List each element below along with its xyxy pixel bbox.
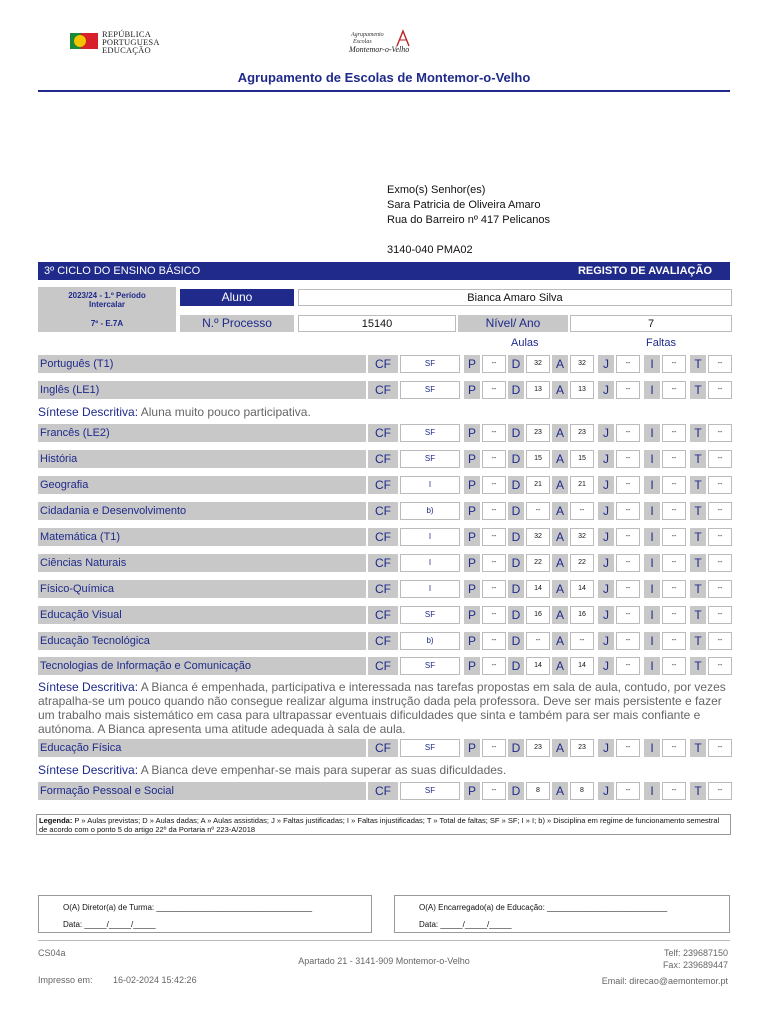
t-label: T [690, 632, 706, 650]
d-value: 23 [526, 424, 550, 442]
a-value: 13 [570, 381, 594, 399]
a-value: 23 [570, 739, 594, 757]
a-value: 22 [570, 554, 594, 572]
cf-label: CF [368, 528, 398, 546]
j-value: -- [616, 355, 640, 373]
p-value: -- [482, 606, 506, 624]
t-label: T [690, 657, 706, 675]
a-label: A [552, 632, 568, 650]
d-label: D [508, 450, 524, 468]
d-label: D [508, 632, 524, 650]
p-value: -- [482, 476, 506, 494]
recipient-street: Rua do Barreiro nº 417 Pelicanos [387, 214, 551, 226]
recipient-postal: 3140-040 PMA02 [387, 244, 473, 256]
a-label: A [552, 355, 568, 373]
t-label: T [690, 782, 706, 800]
p-label: P [464, 580, 480, 598]
t-value: -- [708, 632, 732, 650]
p-value: -- [482, 739, 506, 757]
j-value: -- [616, 502, 640, 520]
subject-name: Educação Visual [38, 606, 366, 624]
i-label: I [644, 554, 660, 572]
school-logo-line-3: Montemor-o-Velho [349, 45, 410, 54]
j-label: J [598, 502, 614, 520]
d-value: 14 [526, 580, 550, 598]
i-label: I [644, 355, 660, 373]
subject-name: Físico-Química [38, 580, 366, 598]
sintese-label: Síntese Descritiva: [38, 680, 139, 694]
school-title: Agrupamento de Escolas de Montemor-o-Velho [237, 70, 531, 85]
j-value: -- [616, 424, 640, 442]
d-label: D [508, 580, 524, 598]
i-value: -- [662, 632, 686, 650]
d-value: 21 [526, 476, 550, 494]
i-value: -- [662, 502, 686, 520]
a-label: A [552, 528, 568, 546]
j-value: -- [616, 739, 640, 757]
cf-label: CF [368, 782, 398, 800]
i-value: -- [662, 606, 686, 624]
portugal-flag-icon [70, 33, 98, 49]
t-value: -- [708, 424, 732, 442]
cf-label: CF [368, 476, 398, 494]
i-value: -- [662, 782, 686, 800]
p-value: -- [482, 554, 506, 572]
p-value: -- [482, 381, 506, 399]
i-label: I [644, 502, 660, 520]
j-label: J [598, 528, 614, 546]
aluno-value: Bianca Amaro Silva [298, 289, 732, 306]
cf-label: CF [368, 632, 398, 650]
a-label: A [552, 739, 568, 757]
i-label: I [644, 782, 660, 800]
j-value: -- [616, 476, 640, 494]
cf-value: SF [400, 450, 460, 468]
sintese-ed-fisica [38, 763, 732, 777]
cf-label: CF [368, 554, 398, 572]
p-label: P [464, 424, 480, 442]
cf-label: CF [368, 606, 398, 624]
t-value: -- [708, 554, 732, 572]
t-label: T [690, 580, 706, 598]
d-value: 32 [526, 355, 550, 373]
j-value: -- [616, 528, 640, 546]
a-label: A [552, 657, 568, 675]
p-label: P [464, 355, 480, 373]
t-value: -- [708, 528, 732, 546]
t-value: -- [708, 580, 732, 598]
i-label: I [644, 450, 660, 468]
rp-line-2: PORTUGUESA [102, 37, 160, 47]
period-box [38, 287, 176, 332]
t-value: -- [708, 739, 732, 757]
d-label: D [508, 528, 524, 546]
i-label: I [644, 657, 660, 675]
republica-portuguesa-logo [70, 30, 180, 56]
a-value: 23 [570, 424, 594, 442]
p-value: -- [482, 528, 506, 546]
legend [36, 814, 731, 835]
a-label: A [552, 476, 568, 494]
d-value: 22 [526, 554, 550, 572]
t-label: T [690, 355, 706, 373]
t-label: T [690, 528, 706, 546]
cf-label: CF [368, 381, 398, 399]
p-label: P [464, 739, 480, 757]
p-value: -- [482, 580, 506, 598]
i-value: -- [662, 580, 686, 598]
a-value: 32 [570, 528, 594, 546]
j-value: -- [616, 580, 640, 598]
subject-name: Inglês (LE1) [38, 381, 366, 399]
p-label: P [464, 528, 480, 546]
cf-label: CF [368, 502, 398, 520]
t-value: -- [708, 782, 732, 800]
d-label: D [508, 502, 524, 520]
j-value: -- [616, 606, 640, 624]
i-value: -- [662, 554, 686, 572]
aulas-header: Aulas [511, 337, 539, 349]
a-label: A [552, 381, 568, 399]
d-label: D [508, 657, 524, 675]
p-label: P [464, 381, 480, 399]
d-label: D [508, 355, 524, 373]
rp-line-3: EDUCAÇÃO [102, 45, 151, 55]
a-label: A [552, 424, 568, 442]
faltas-header: Faltas [646, 337, 676, 349]
j-value: -- [616, 657, 640, 675]
subject-name: Francês (LE2) [38, 424, 366, 442]
i-value: -- [662, 424, 686, 442]
a-value: -- [570, 502, 594, 520]
form-code: CS04a [38, 948, 66, 958]
a-label: A [552, 782, 568, 800]
i-value: -- [662, 657, 686, 675]
t-value: -- [708, 606, 732, 624]
a-label: A [552, 502, 568, 520]
recipient-address [387, 183, 550, 258]
t-value: -- [708, 657, 732, 675]
cf-value: SF [400, 739, 460, 757]
d-label: D [508, 476, 524, 494]
sintese-tic-text: A Bianca é empenhada, participativa e interessada nas tarefas propostas em sala de aula, contudo, por vezes atrapalha-se um pouco quando não consegue realizar alguma instrução dada pela professora. Deve ser mais persistente e fazer um trabalho mais sistemático em casa para ultrapassar eventuais dificuldades que sinta e também para ser mais confiante e autónoma. A Bianca apresenta uma atitude adequada à sala de aula. [38, 680, 726, 736]
subject-name: Formação Pessoal e Social [38, 782, 366, 800]
printed-value: 16-02-2024 15:42:26 [113, 975, 197, 985]
j-label: J [598, 580, 614, 598]
i-value: -- [662, 355, 686, 373]
p-label: P [464, 450, 480, 468]
j-value: -- [616, 381, 640, 399]
diretor-signature-line: O(A) Diretor(a) de Turma: ___________________________________ [63, 903, 313, 912]
printed-label: Impresso em: [38, 975, 93, 985]
footer-divider [38, 940, 730, 941]
legend-text: P » Aulas previstas; D » Aulas dadas; A » Aulas assistidas; J » Faltas justificadas; I » Faltas injustificadas; T » Total de faltas; SF » SF; I » I; b) » Disciplina em regime de funcionamento semestral de acordo com o ponto 5 do artigo 22º da Portaria nº 223-A/2018 [39, 816, 720, 834]
d-value: -- [526, 632, 550, 650]
d-value: 8 [526, 782, 550, 800]
i-label: I [644, 739, 660, 757]
sintese-ed-fisica-text: A Bianca deve empenhar-se mais para superar as suas dificuldades. [140, 763, 507, 777]
i-value: -- [662, 450, 686, 468]
t-value: -- [708, 381, 732, 399]
rp-line-1: REPÚBLICA [102, 29, 152, 39]
i-label: I [644, 606, 660, 624]
a-value: 8 [570, 782, 594, 800]
t-label: T [690, 450, 706, 468]
cf-value: I [400, 528, 460, 546]
i-value: -- [662, 476, 686, 494]
school-logo-line-2: Escolas [353, 39, 372, 45]
footer-email: Email: direcao@aemontemor.pt [601, 976, 728, 986]
cf-label: CF [368, 355, 398, 373]
encarregado-signature-line: O(A) Encarregado(a) de Educação: ___________________________ [419, 903, 668, 912]
j-label: J [598, 606, 614, 624]
cycle-label: 3º CICLO DO ENSINO BÁSICO [44, 265, 201, 277]
p-value: -- [482, 502, 506, 520]
period-line-1: 2023/24 - 1.º Período [68, 291, 146, 300]
t-label: T [690, 606, 706, 624]
a-label: A [552, 450, 568, 468]
sintese-tic [38, 680, 732, 736]
aluno-label: Aluno [180, 289, 294, 306]
j-label: J [598, 632, 614, 650]
j-label: J [598, 782, 614, 800]
j-label: J [598, 554, 614, 572]
d-value: 23 [526, 739, 550, 757]
cf-value: SF [400, 782, 460, 800]
d-label: D [508, 606, 524, 624]
p-value: -- [482, 450, 506, 468]
t-label: T [690, 476, 706, 494]
cf-value: b) [400, 502, 460, 520]
j-value: -- [616, 632, 640, 650]
sintese-ingles [38, 405, 732, 419]
t-value: -- [708, 502, 732, 520]
j-value: -- [616, 450, 640, 468]
cf-value: SF [400, 355, 460, 373]
t-label: T [690, 554, 706, 572]
d-label: D [508, 739, 524, 757]
footer-address: Apartado 21 - 3141-909 Montemor-o-Velho [298, 956, 470, 966]
a-value: 16 [570, 606, 594, 624]
d-label: D [508, 554, 524, 572]
j-label: J [598, 381, 614, 399]
a-value: 21 [570, 476, 594, 494]
cf-label: CF [368, 450, 398, 468]
i-label: I [644, 476, 660, 494]
a-label: A [552, 606, 568, 624]
t-label: T [690, 381, 706, 399]
i-value: -- [662, 381, 686, 399]
cf-value: I [400, 554, 460, 572]
i-value: -- [662, 739, 686, 757]
j-label: J [598, 476, 614, 494]
i-value: -- [662, 528, 686, 546]
p-label: P [464, 502, 480, 520]
school-logo [345, 28, 425, 56]
title-divider [38, 90, 730, 92]
encarregado-signature-box [394, 895, 730, 933]
p-value: -- [482, 782, 506, 800]
nivel-value: 7 [570, 315, 732, 332]
j-label: J [598, 450, 614, 468]
subject-name: Ciências Naturais [38, 554, 366, 572]
t-label: T [690, 424, 706, 442]
period-line-2: Intercalar [88, 300, 126, 309]
j-value: -- [616, 554, 640, 572]
d-value: -- [526, 502, 550, 520]
i-label: I [644, 528, 660, 546]
legend-label: Legenda: [39, 816, 73, 825]
recipient-name: Sara Patricia de Oliveira Amaro [387, 199, 541, 211]
salutation: Exmo(s) Senhor(es) [387, 184, 486, 196]
d-label: D [508, 424, 524, 442]
p-value: -- [482, 355, 506, 373]
t-value: -- [708, 476, 732, 494]
section-bar [38, 262, 730, 280]
cf-value: SF [400, 381, 460, 399]
t-label: T [690, 739, 706, 757]
p-value: -- [482, 424, 506, 442]
a-value: 14 [570, 657, 594, 675]
cf-value: b) [400, 632, 460, 650]
i-label: I [644, 424, 660, 442]
cf-label: CF [368, 424, 398, 442]
d-value: 32 [526, 528, 550, 546]
a-label: A [552, 554, 568, 572]
sintese-ingles-text: Aluna muito pouco participativa. [140, 405, 311, 419]
sintese-label: Síntese Descritiva: [38, 405, 139, 419]
p-label: P [464, 554, 480, 572]
a-label: A [552, 580, 568, 598]
subject-name: História [38, 450, 366, 468]
subject-name: Educação Tecnológica [38, 632, 366, 650]
subject-name: Geografia [38, 476, 366, 494]
subject-name: Matemática (T1) [38, 528, 366, 546]
p-value: -- [482, 632, 506, 650]
a-value: 32 [570, 355, 594, 373]
processo-value: 15140 [298, 315, 456, 332]
processo-label: N.º Processo [180, 315, 294, 332]
d-label: D [508, 782, 524, 800]
cf-value: SF [400, 657, 460, 675]
j-label: J [598, 657, 614, 675]
d-label: D [508, 381, 524, 399]
diretor-signature-box [38, 895, 372, 933]
j-value: -- [616, 782, 640, 800]
cf-label: CF [368, 739, 398, 757]
j-label: J [598, 739, 614, 757]
cf-label: CF [368, 657, 398, 675]
sintese-label: Síntese Descritiva: [38, 763, 139, 777]
p-label: P [464, 606, 480, 624]
j-label: J [598, 355, 614, 373]
j-label: J [598, 424, 614, 442]
class-label: 7º - E.7A [90, 319, 124, 328]
i-label: I [644, 381, 660, 399]
p-label: P [464, 782, 480, 800]
diretor-date-line: Data: _____/_____/_____ [63, 920, 156, 929]
encarregado-date-line: Data: _____/_____/_____ [419, 920, 512, 929]
subject-name: Educação Física [38, 739, 366, 757]
cf-value: SF [400, 606, 460, 624]
d-value: 16 [526, 606, 550, 624]
subject-name: Cidadania e Desenvolvimento [38, 502, 366, 520]
cf-value: SF [400, 424, 460, 442]
t-label: T [690, 502, 706, 520]
p-label: P [464, 657, 480, 675]
subject-name: Tecnologias de Informação e Comunicação [38, 657, 366, 675]
i-label: I [644, 580, 660, 598]
subject-name: Português (T1) [38, 355, 366, 373]
school-logo-line-1: Agrupamento [351, 32, 384, 38]
t-value: -- [708, 355, 732, 373]
p-value: -- [482, 657, 506, 675]
a-value: 15 [570, 450, 594, 468]
a-value: 14 [570, 580, 594, 598]
report-label: REGISTO DE AVALIAÇÃO [577, 265, 712, 277]
p-label: P [464, 476, 480, 494]
nivel-label: Nível/ Ano [458, 315, 568, 332]
cf-label: CF [368, 580, 398, 598]
d-value: 14 [526, 657, 550, 675]
p-label: P [464, 632, 480, 650]
i-label: I [644, 632, 660, 650]
d-value: 13 [526, 381, 550, 399]
d-value: 15 [526, 450, 550, 468]
cf-value: I [400, 476, 460, 494]
footer-fax: Fax: 239689447 [662, 960, 728, 970]
footer-phone: Telf: 239687150 [663, 948, 728, 958]
t-value: -- [708, 450, 732, 468]
a-value: -- [570, 632, 594, 650]
cf-value: I [400, 580, 460, 598]
